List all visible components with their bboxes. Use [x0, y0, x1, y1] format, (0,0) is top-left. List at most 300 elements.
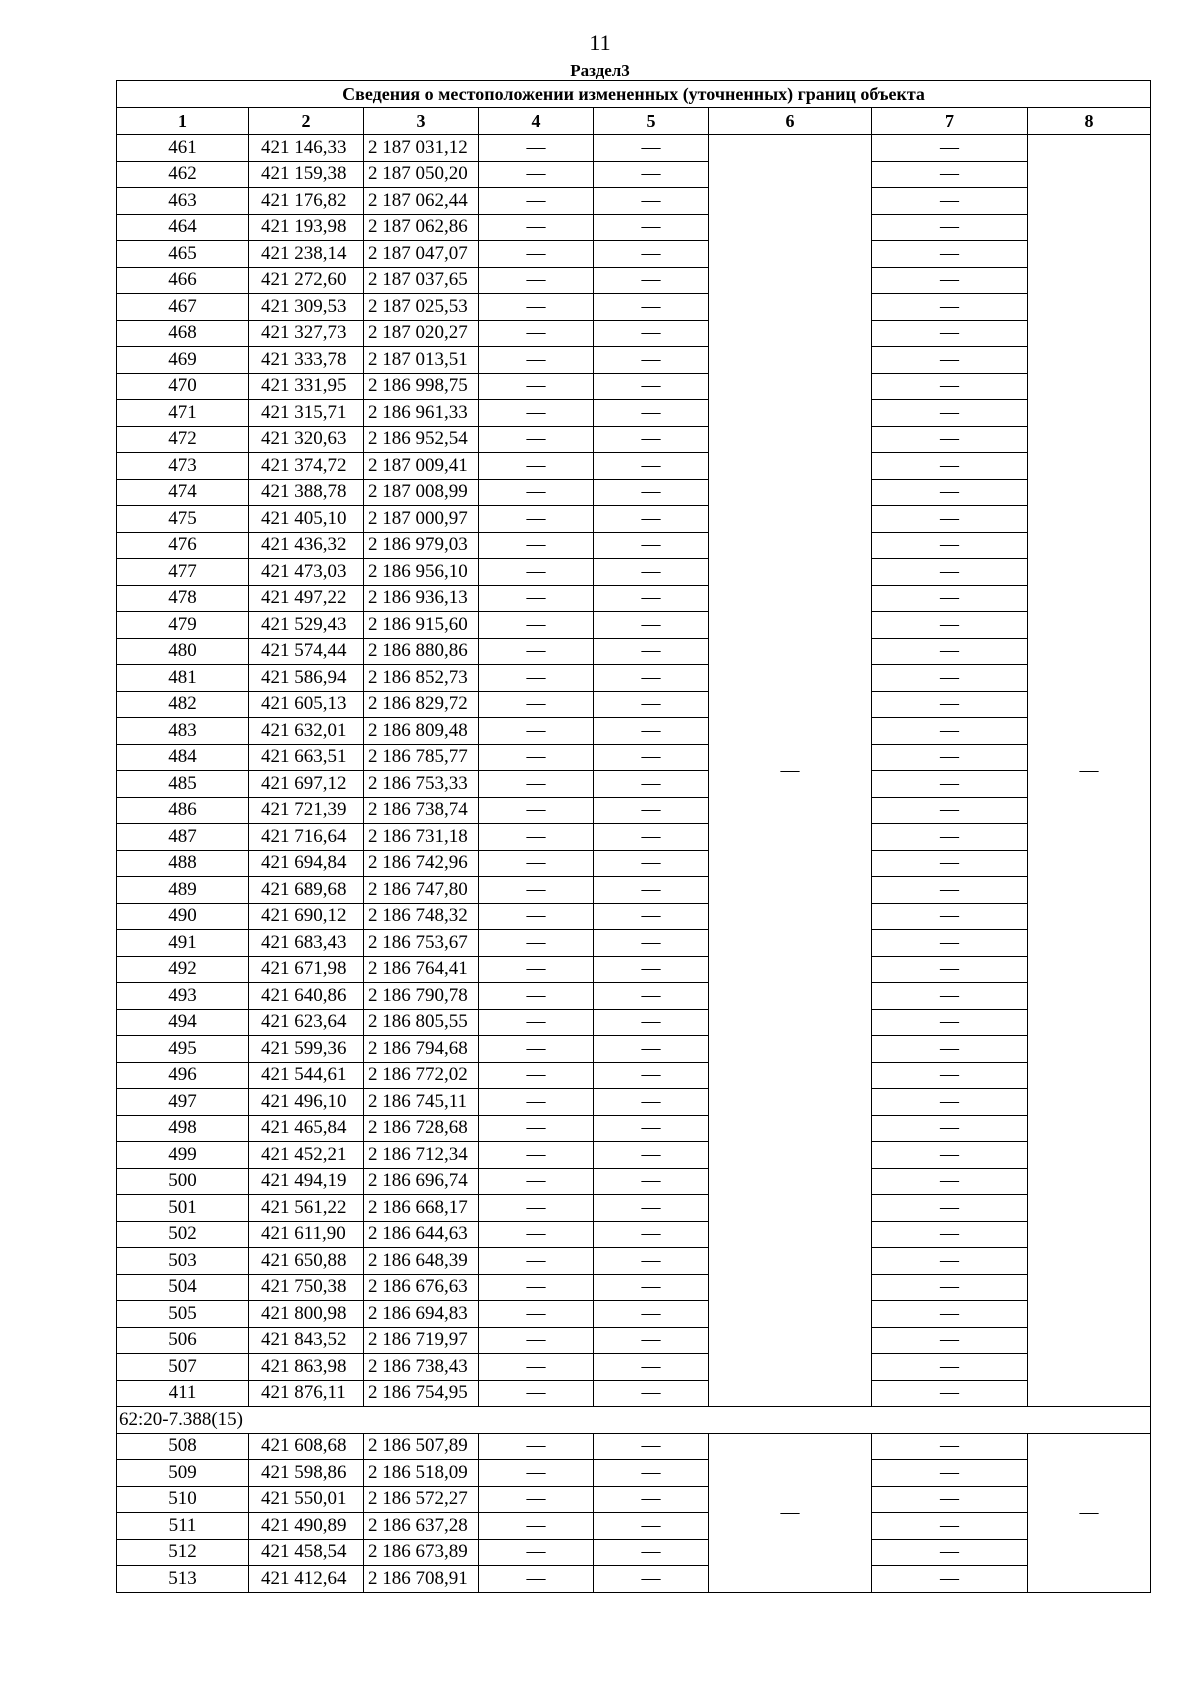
point-number: 513: [117, 1566, 249, 1593]
coordinate-x: 421 473,03: [249, 559, 364, 586]
coordinate-x: 421 721,39: [249, 797, 364, 824]
table-row: [117, 983, 1151, 1010]
coordinate-x: 421 176,82: [249, 188, 364, 215]
group-label: 62:20-7.388(15): [117, 1407, 1151, 1434]
col5-dash: —: [594, 930, 709, 957]
table-row: [117, 479, 1151, 506]
point-number: 477: [117, 559, 249, 586]
table-row: [117, 506, 1151, 533]
coordinate-y: 2 186 809,48: [364, 718, 479, 745]
point-number: 500: [117, 1168, 249, 1195]
col7-dash: —: [872, 1327, 1028, 1354]
col4-dash: —: [479, 1380, 594, 1407]
table-row: [117, 1248, 1151, 1275]
col7-dash: —: [872, 241, 1028, 268]
boundary-coordinates-table: [116, 80, 1151, 1593]
coordinate-y: 2 187 008,99: [364, 479, 479, 506]
coordinate-x: 421 272,60: [249, 267, 364, 294]
point-number: 476: [117, 532, 249, 559]
col7-dash: —: [872, 373, 1028, 400]
table-row: [117, 1539, 1151, 1566]
coordinate-y: 2 187 009,41: [364, 453, 479, 480]
column-number: 4: [479, 108, 594, 135]
table-row: [117, 135, 1151, 162]
col5-dash: —: [594, 612, 709, 639]
point-number: 411: [117, 1380, 249, 1407]
point-number: 467: [117, 294, 249, 321]
col5-dash: —: [594, 1354, 709, 1381]
col5-dash: —: [594, 850, 709, 877]
coordinate-y: 2 186 745,11: [364, 1089, 479, 1116]
col5-dash: —: [594, 1115, 709, 1142]
coordinate-x: 421 800,98: [249, 1301, 364, 1328]
coordinate-x: 421 561,22: [249, 1195, 364, 1222]
col5-dash: —: [594, 1195, 709, 1222]
point-number: 499: [117, 1142, 249, 1169]
table-row: [117, 532, 1151, 559]
table-row: [117, 1089, 1151, 1116]
col7-dash: —: [872, 214, 1028, 241]
merged-col8: —: [1028, 135, 1151, 1407]
col4-dash: —: [479, 691, 594, 718]
point-number: 511: [117, 1513, 249, 1540]
point-number: 491: [117, 930, 249, 957]
col4-dash: —: [479, 294, 594, 321]
point-number: 483: [117, 718, 249, 745]
table-row: [117, 585, 1151, 612]
coordinate-y: 2 186 998,75: [364, 373, 479, 400]
coordinate-y: 2 186 673,89: [364, 1539, 479, 1566]
col4-dash: —: [479, 744, 594, 771]
col4-dash: —: [479, 1433, 594, 1460]
col7-dash: —: [872, 1566, 1028, 1593]
col4-dash: —: [479, 1142, 594, 1169]
col7-dash: —: [872, 771, 1028, 798]
coordinate-x: 421 697,12: [249, 771, 364, 798]
table-row: [117, 1433, 1151, 1460]
coordinate-y: 2 186 880,86: [364, 638, 479, 665]
section-title: Раздел3: [570, 61, 630, 80]
coordinate-y: 2 186 572,27: [364, 1486, 479, 1513]
col4-dash: —: [479, 903, 594, 930]
col7-dash: —: [872, 1433, 1028, 1460]
table-row: [117, 241, 1151, 268]
coordinate-x: 421 650,88: [249, 1248, 364, 1275]
col7-dash: —: [872, 400, 1028, 427]
coordinate-y: 2 186 648,39: [364, 1248, 479, 1275]
column-number: 7: [872, 108, 1028, 135]
table-row: [117, 824, 1151, 851]
col7-dash: —: [872, 1115, 1028, 1142]
col4-dash: —: [479, 1460, 594, 1487]
column-number: 1: [117, 108, 249, 135]
col7-dash: —: [872, 1354, 1028, 1381]
col7-dash: —: [872, 135, 1028, 162]
point-number: 461: [117, 135, 249, 162]
table-row: [117, 1009, 1151, 1036]
table-row: [117, 1195, 1151, 1222]
coordinate-y: 2 186 708,91: [364, 1566, 479, 1593]
coordinate-y: 2 186 753,67: [364, 930, 479, 957]
point-number: 469: [117, 347, 249, 374]
coordinate-x: 421 490,89: [249, 1513, 364, 1540]
table-row: [117, 1115, 1151, 1142]
coordinate-y: 2 186 794,68: [364, 1036, 479, 1063]
col7-dash: —: [872, 585, 1028, 612]
coordinate-x: 421 611,90: [249, 1221, 364, 1248]
col5-dash: —: [594, 1036, 709, 1063]
coordinate-y: 2 186 785,77: [364, 744, 479, 771]
col7-dash: —: [872, 1486, 1028, 1513]
point-number: 466: [117, 267, 249, 294]
col5-dash: —: [594, 161, 709, 188]
col7-dash: —: [872, 744, 1028, 771]
coordinate-x: 421 159,38: [249, 161, 364, 188]
point-number: 474: [117, 479, 249, 506]
col4-dash: —: [479, 1089, 594, 1116]
col5-dash: —: [594, 824, 709, 851]
col5-dash: —: [594, 1009, 709, 1036]
table-row: [117, 956, 1151, 983]
col5-dash: —: [594, 320, 709, 347]
table-row: [117, 1168, 1151, 1195]
point-number: 473: [117, 453, 249, 480]
merged-col6: —: [709, 135, 872, 1407]
col5-dash: —: [594, 479, 709, 506]
col5-dash: —: [594, 585, 709, 612]
col5-dash: —: [594, 1221, 709, 1248]
col7-dash: —: [872, 347, 1028, 374]
col4-dash: —: [479, 135, 594, 162]
coordinate-x: 421 333,78: [249, 347, 364, 374]
merged-col6: —: [709, 1433, 872, 1592]
col4-dash: —: [479, 612, 594, 639]
coordinate-y: 2 187 025,53: [364, 294, 479, 321]
col7-dash: —: [872, 1460, 1028, 1487]
coordinate-y: 2 186 753,33: [364, 771, 479, 798]
coordinate-y: 2 187 031,12: [364, 135, 479, 162]
coordinate-y: 2 186 952,54: [364, 426, 479, 453]
coordinate-y: 2 186 738,74: [364, 797, 479, 824]
point-number: 478: [117, 585, 249, 612]
col5-dash: —: [594, 1486, 709, 1513]
col7-dash: —: [872, 1221, 1028, 1248]
point-number: 506: [117, 1327, 249, 1354]
coordinate-y: 2 186 956,10: [364, 559, 479, 586]
col7-dash: —: [872, 850, 1028, 877]
col4-dash: —: [479, 559, 594, 586]
col5-dash: —: [594, 903, 709, 930]
coordinate-x: 421 689,68: [249, 877, 364, 904]
coordinate-x: 421 315,71: [249, 400, 364, 427]
coordinate-x: 421 529,43: [249, 612, 364, 639]
coordinate-x: 421 550,01: [249, 1486, 364, 1513]
point-number: 502: [117, 1221, 249, 1248]
col4-dash: —: [479, 1248, 594, 1275]
coordinate-x: 421 640,86: [249, 983, 364, 1010]
coordinate-y: 2 187 062,86: [364, 214, 479, 241]
point-number: 490: [117, 903, 249, 930]
col7-dash: —: [872, 532, 1028, 559]
col4-dash: —: [479, 1036, 594, 1063]
col5-dash: —: [594, 1327, 709, 1354]
table-row: [117, 1486, 1151, 1513]
point-number: 512: [117, 1539, 249, 1566]
table-row: [117, 1327, 1151, 1354]
col5-dash: —: [594, 135, 709, 162]
col4-dash: —: [479, 956, 594, 983]
table-row: [117, 744, 1151, 771]
col7-dash: —: [872, 665, 1028, 692]
coordinate-y: 2 186 518,09: [364, 1460, 479, 1487]
col4-dash: —: [479, 1115, 594, 1142]
column-numbers-row: [117, 108, 1151, 135]
coordinate-x: 421 750,38: [249, 1274, 364, 1301]
col5-dash: —: [594, 665, 709, 692]
coordinate-x: 421 586,94: [249, 665, 364, 692]
col4-dash: —: [479, 638, 594, 665]
col4-dash: —: [479, 1009, 594, 1036]
col7-dash: —: [872, 1301, 1028, 1328]
table-row: [117, 267, 1151, 294]
col4-dash: —: [479, 426, 594, 453]
col4-dash: —: [479, 665, 594, 692]
table-row: [117, 1142, 1151, 1169]
col5-dash: —: [594, 1301, 709, 1328]
coordinate-y: 2 186 507,89: [364, 1433, 479, 1460]
table-caption: Сведения о местоположении измененных (уточненных) границ объекта: [117, 81, 1151, 108]
coordinate-y: 2 186 644,63: [364, 1221, 479, 1248]
coordinate-x: 421 497,22: [249, 585, 364, 612]
coordinate-y: 2 186 790,78: [364, 983, 479, 1010]
coordinate-x: 421 632,01: [249, 718, 364, 745]
coordinate-y: 2 186 637,28: [364, 1513, 479, 1540]
point-number: 485: [117, 771, 249, 798]
col7-dash: —: [872, 294, 1028, 321]
col4-dash: —: [479, 1566, 594, 1593]
coordinate-y: 2 186 747,80: [364, 877, 479, 904]
col4-dash: —: [479, 347, 594, 374]
col4-dash: —: [479, 1221, 594, 1248]
col7-dash: —: [872, 453, 1028, 480]
col5-dash: —: [594, 956, 709, 983]
column-number: 5: [594, 108, 709, 135]
coordinate-x: 421 544,61: [249, 1062, 364, 1089]
col4-dash: —: [479, 400, 594, 427]
table-row: [117, 373, 1151, 400]
coordinate-x: 421 683,43: [249, 930, 364, 957]
coordinate-y: 2 186 742,96: [364, 850, 479, 877]
col5-dash: —: [594, 373, 709, 400]
coordinate-x: 421 405,10: [249, 506, 364, 533]
page-number: 11: [589, 30, 611, 55]
coordinate-x: 421 690,12: [249, 903, 364, 930]
col5-dash: —: [594, 1089, 709, 1116]
col7-dash: —: [872, 983, 1028, 1010]
col4-dash: —: [479, 373, 594, 400]
col4-dash: —: [479, 877, 594, 904]
col7-dash: —: [872, 1036, 1028, 1063]
table-row: [117, 1221, 1151, 1248]
coordinate-x: 421 465,84: [249, 1115, 364, 1142]
coordinate-x: 421 663,51: [249, 744, 364, 771]
point-number: 497: [117, 1089, 249, 1116]
col5-dash: —: [594, 877, 709, 904]
col7-dash: —: [872, 638, 1028, 665]
table-row: [117, 691, 1151, 718]
col7-dash: —: [872, 320, 1028, 347]
coordinate-y: 2 186 728,68: [364, 1115, 479, 1142]
point-number: 505: [117, 1301, 249, 1328]
col5-dash: —: [594, 691, 709, 718]
col4-dash: —: [479, 1274, 594, 1301]
table-row: [117, 1354, 1151, 1381]
coordinate-x: 421 327,73: [249, 320, 364, 347]
col5-dash: —: [594, 638, 709, 665]
table-row: [117, 214, 1151, 241]
coordinate-y: 2 187 047,07: [364, 241, 479, 268]
col4-dash: —: [479, 506, 594, 533]
coordinate-y: 2 186 738,43: [364, 1354, 479, 1381]
point-number: 479: [117, 612, 249, 639]
coordinate-y: 2 186 805,55: [364, 1009, 479, 1036]
point-number: 496: [117, 1062, 249, 1089]
col5-dash: —: [594, 400, 709, 427]
point-number: 464: [117, 214, 249, 241]
coordinate-x: 421 623,64: [249, 1009, 364, 1036]
coordinate-y: 2 187 037,65: [364, 267, 479, 294]
col5-dash: —: [594, 214, 709, 241]
coordinate-y: 2 186 829,72: [364, 691, 479, 718]
col4-dash: —: [479, 585, 594, 612]
point-number: 489: [117, 877, 249, 904]
column-number: 2: [249, 108, 364, 135]
col7-dash: —: [872, 718, 1028, 745]
col4-dash: —: [479, 479, 594, 506]
col7-dash: —: [872, 930, 1028, 957]
point-number: 493: [117, 983, 249, 1010]
col5-dash: —: [594, 1142, 709, 1169]
table-row: [117, 320, 1151, 347]
column-number: 3: [364, 108, 479, 135]
coordinate-x: 421 374,72: [249, 453, 364, 480]
col4-dash: —: [479, 1354, 594, 1381]
col5-dash: —: [594, 267, 709, 294]
col7-dash: —: [872, 1380, 1028, 1407]
point-number: 508: [117, 1433, 249, 1460]
col7-dash: —: [872, 1089, 1028, 1116]
point-number: 501: [117, 1195, 249, 1222]
point-number: 472: [117, 426, 249, 453]
coordinate-y: 2 186 772,02: [364, 1062, 479, 1089]
col7-dash: —: [872, 1009, 1028, 1036]
table-row: [117, 347, 1151, 374]
coordinate-y: 2 186 915,60: [364, 612, 479, 639]
point-number: 482: [117, 691, 249, 718]
coordinate-x: 421 494,19: [249, 1168, 364, 1195]
table-row: [117, 771, 1151, 798]
coordinate-x: 421 146,33: [249, 135, 364, 162]
table-row: [117, 903, 1151, 930]
col5-dash: —: [594, 559, 709, 586]
col4-dash: —: [479, 241, 594, 268]
col7-dash: —: [872, 691, 1028, 718]
col4-dash: —: [479, 161, 594, 188]
table-row: [117, 877, 1151, 904]
coordinate-y: 2 186 748,32: [364, 903, 479, 930]
col5-dash: —: [594, 506, 709, 533]
col7-dash: —: [872, 877, 1028, 904]
table-row: [117, 161, 1151, 188]
col4-dash: —: [479, 824, 594, 851]
col5-dash: —: [594, 426, 709, 453]
coordinate-y: 2 186 764,41: [364, 956, 479, 983]
col5-dash: —: [594, 294, 709, 321]
col4-dash: —: [479, 267, 594, 294]
coordinate-y: 2 187 013,51: [364, 347, 479, 374]
group-row: [117, 1407, 1151, 1434]
table-row: [117, 1301, 1151, 1328]
col4-dash: —: [479, 1486, 594, 1513]
coordinate-x: 421 193,98: [249, 214, 364, 241]
table-row: [117, 850, 1151, 877]
col5-dash: —: [594, 1062, 709, 1089]
table-row: [117, 1036, 1151, 1063]
coordinate-y: 2 186 731,18: [364, 824, 479, 851]
point-number: 510: [117, 1486, 249, 1513]
table-row: [117, 665, 1151, 692]
coordinate-x: 421 436,32: [249, 532, 364, 559]
table-row: [117, 188, 1151, 215]
coordinate-y: 2 187 050,20: [364, 161, 479, 188]
coordinate-x: 421 574,44: [249, 638, 364, 665]
coordinate-y: 2 186 852,73: [364, 665, 479, 692]
coordinate-x: 421 863,98: [249, 1354, 364, 1381]
coordinate-x: 421 843,52: [249, 1327, 364, 1354]
point-number: 487: [117, 824, 249, 851]
col5-dash: —: [594, 771, 709, 798]
table-row: [117, 559, 1151, 586]
col5-dash: —: [594, 532, 709, 559]
col4-dash: —: [479, 1195, 594, 1222]
point-number: 475: [117, 506, 249, 533]
column-number: 6: [709, 108, 872, 135]
col5-dash: —: [594, 1460, 709, 1487]
col5-dash: —: [594, 1380, 709, 1407]
col4-dash: —: [479, 188, 594, 215]
coordinate-x: 421 496,10: [249, 1089, 364, 1116]
coordinate-y: 2 186 979,03: [364, 532, 479, 559]
col5-dash: —: [594, 1513, 709, 1540]
table-row: [117, 453, 1151, 480]
point-number: 463: [117, 188, 249, 215]
coordinate-x: 421 694,84: [249, 850, 364, 877]
table-row: [117, 638, 1151, 665]
table-row: [117, 1062, 1151, 1089]
col7-dash: —: [872, 824, 1028, 851]
col4-dash: —: [479, 1513, 594, 1540]
coordinate-x: 421 309,53: [249, 294, 364, 321]
point-number: 488: [117, 850, 249, 877]
coordinate-x: 421 458,54: [249, 1539, 364, 1566]
col7-dash: —: [872, 956, 1028, 983]
coordinate-x: 421 452,21: [249, 1142, 364, 1169]
point-number: 484: [117, 744, 249, 771]
col7-dash: —: [872, 1539, 1028, 1566]
table-row: [117, 1566, 1151, 1593]
coordinate-x: 421 238,14: [249, 241, 364, 268]
col5-dash: —: [594, 188, 709, 215]
